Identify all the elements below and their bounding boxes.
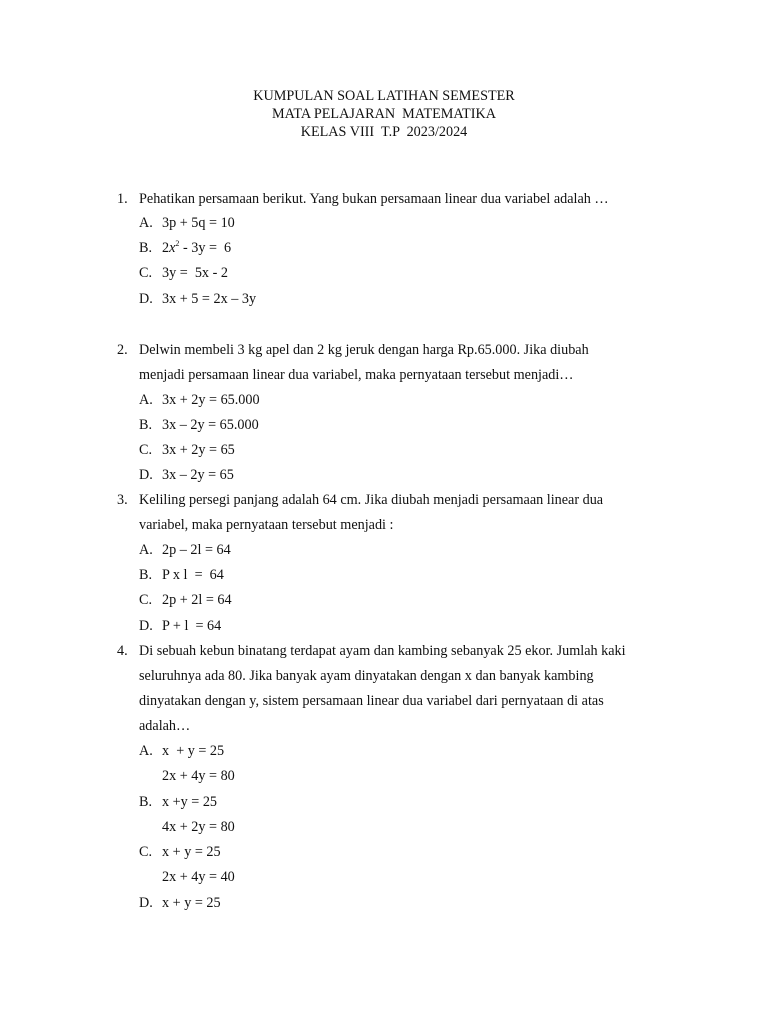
option-letter: C. (139, 844, 153, 860)
question-text: Pehatikan persamaan berikut. Yang bukan persamaan linear dua variabel adalah … (139, 191, 609, 207)
question-text: adalah… (139, 718, 191, 734)
option-continuation: 2x + 4y = 80 (162, 768, 235, 784)
option-text: 3x – 2y = 65 (162, 467, 234, 483)
option-item (139, 793, 217, 811)
option-item (139, 290, 256, 308)
header-class: KELAS VIII T.P 2023/2024 (300, 124, 468, 140)
option-letter: C. (139, 592, 153, 608)
option-text: 3p + 5q = 10 (162, 215, 235, 231)
question-text: variabel, maka pernyataan tersebut menjadi : (139, 517, 394, 533)
question-text: Keliling persegi panjang adalah 64 cm. Jika diubah menjadi persamaan linear dua (139, 492, 604, 508)
option-item (139, 466, 234, 484)
option-text: x +y = 25 (162, 794, 218, 810)
option-item (139, 591, 232, 609)
option-text-suffix: - 3y = 6 (179, 240, 232, 256)
option-letter: A. (139, 392, 153, 408)
option-text: x + y = 25 (162, 844, 221, 860)
question-text: Delwin membeli 3 kg apel dan 2 kg jeruk dengan harga Rp.65.000. Jika diubah (139, 342, 589, 358)
question-number: 1. (117, 191, 128, 207)
option-text: P + l = 64 (162, 618, 222, 634)
option-text: 2p – 2l = 64 (162, 542, 231, 558)
option-item (139, 391, 260, 409)
option-letter: D. (139, 467, 153, 483)
option-letter: A. (139, 743, 153, 759)
option-text: 3x + 2y = 65.000 (162, 392, 260, 408)
option-text: 3x + 2y = 65 (162, 442, 235, 458)
option-item (139, 742, 224, 760)
question-text: Di sebuah kebun binatang terdapat ayam dan kambing sebanyak 25 ekor. Jumlah kaki (139, 643, 626, 659)
option-item (139, 441, 235, 459)
option-letter: C. (139, 442, 153, 458)
option-text-prefix: 2 (162, 240, 170, 256)
option-letter: C. (139, 265, 153, 281)
option-letter: B. (139, 567, 153, 583)
option-letter: B. (139, 417, 153, 433)
option-letter: A. (139, 215, 153, 231)
option-text: x + y = 25 (162, 895, 221, 911)
option-item (139, 894, 221, 912)
option-item (139, 617, 221, 635)
option-letter: D. (139, 895, 153, 911)
question-number: 2. (117, 342, 128, 358)
document-header (0, 87, 768, 141)
option-text: 2p + 2l = 64 (162, 592, 232, 608)
option-text: 3y = 5x - 2 (162, 265, 228, 281)
option-text: P x l = 64 (162, 567, 224, 583)
option-item (139, 416, 259, 434)
question-text: dinyatakan dengan y, sistem persamaan linear dua variabel dari pernyataan di atas (139, 693, 604, 709)
option-item (139, 541, 231, 559)
question-number: 4. (117, 643, 128, 659)
option-exponent: 2 (175, 239, 180, 248)
option-variable: x (169, 240, 176, 256)
header-subject: MATA PELAJARAN MATEMATIKA (272, 106, 496, 122)
option-continuation: 4x + 2y = 80 (162, 819, 235, 835)
option-continuation: 2x + 4y = 40 (162, 869, 235, 885)
option-item (139, 264, 228, 282)
option-letter: D. (139, 291, 153, 307)
option-letter: B. (139, 240, 153, 256)
question-number: 3. (117, 492, 128, 508)
option-item (139, 214, 235, 232)
option-text: 3x + 5 = 2x – 3y (162, 291, 257, 307)
option-item (139, 239, 231, 257)
option-letter: A. (139, 542, 153, 558)
option-item (139, 843, 221, 861)
option-item (139, 566, 224, 584)
question-text: menjadi persamaan linear dua variabel, maka pernyataan tersebut menjadi… (139, 367, 574, 383)
question-text: seluruhnya ada 80. Jika banyak ayam dinyatakan dengan x dan banyak kambing (139, 668, 594, 684)
option-text: 3x – 2y = 65.000 (162, 417, 259, 433)
option-letter: B. (139, 794, 153, 810)
option-letter: D. (139, 618, 153, 634)
header-title: KUMPULAN SOAL LATIHAN SEMESTER (253, 88, 515, 104)
option-text: x + y = 25 (162, 743, 225, 759)
